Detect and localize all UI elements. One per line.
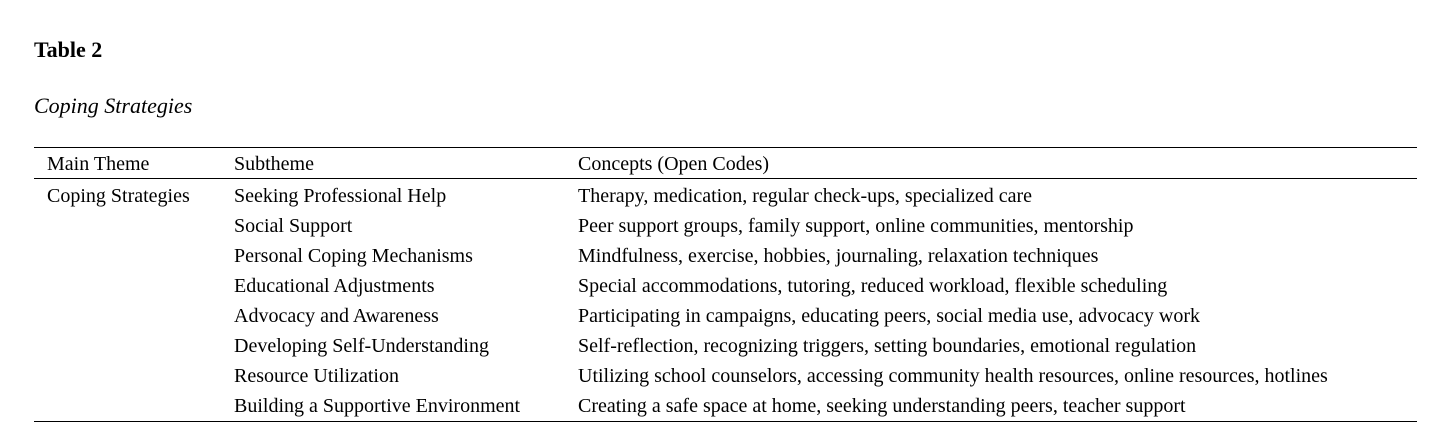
concepts-cell: Utilizing school counselors, accessing community health resources, online resources, hotlines xyxy=(578,365,1328,387)
empty-cell xyxy=(34,241,234,271)
table-row xyxy=(34,361,1417,391)
coping-strategies-table xyxy=(34,147,1417,422)
header-main-theme: Main Theme xyxy=(47,153,150,175)
concepts-cell: Creating a safe space at home, seeking understanding peers, teacher support xyxy=(578,395,1186,417)
concepts-cell: Peer support groups, family support, online communities, mentorship xyxy=(578,215,1134,237)
concepts-cell: Participating in campaigns, educating peers, social media use, advocacy work xyxy=(578,305,1201,327)
table-caption: Coping Strategies xyxy=(34,93,193,118)
table-row xyxy=(34,301,1417,331)
subtheme-cell: Advocacy and Awareness xyxy=(234,305,439,327)
empty-cell xyxy=(34,301,234,331)
subtheme-cell: Building a Supportive Environment xyxy=(234,395,521,417)
concepts-cell: Self-reflection, recognizing triggers, setting boundaries, emotional regulation xyxy=(578,335,1197,357)
header-subtheme: Subtheme xyxy=(234,153,314,175)
empty-cell xyxy=(34,391,234,422)
concepts-cell: Mindfulness, exercise, hobbies, journaling, relaxation techniques xyxy=(578,245,1099,267)
subtheme-cell: Social Support xyxy=(234,215,353,237)
concepts-cell: Therapy, medication, regular check-ups, specialized care xyxy=(578,185,1033,207)
table-header xyxy=(34,148,1417,179)
header-concepts: Concepts (Open Codes) xyxy=(578,153,770,175)
subtheme-cell: Personal Coping Mechanisms xyxy=(234,245,473,267)
empty-cell xyxy=(34,361,234,391)
table-row xyxy=(34,271,1417,301)
empty-cell xyxy=(34,331,234,361)
subtheme-cell: Educational Adjustments xyxy=(234,275,435,297)
subtheme-cell: Resource Utilization xyxy=(234,365,399,387)
table-body xyxy=(34,179,1417,422)
concepts-cell: Special accommodations, tutoring, reduced workload, flexible scheduling xyxy=(578,275,1168,297)
subtheme-cell: Developing Self-Understanding xyxy=(234,335,489,357)
table-row xyxy=(34,391,1417,422)
table-row xyxy=(34,241,1417,271)
header-row xyxy=(34,148,1417,179)
subtheme-cell: Seeking Professional Help xyxy=(234,185,447,207)
table-row xyxy=(34,331,1417,361)
table-row xyxy=(34,211,1417,241)
empty-cell xyxy=(34,271,234,301)
table-row xyxy=(34,179,1417,212)
table-label: Table 2 xyxy=(34,37,103,62)
main-theme-cell: Coping Strategies xyxy=(47,185,190,207)
empty-cell xyxy=(34,211,234,241)
